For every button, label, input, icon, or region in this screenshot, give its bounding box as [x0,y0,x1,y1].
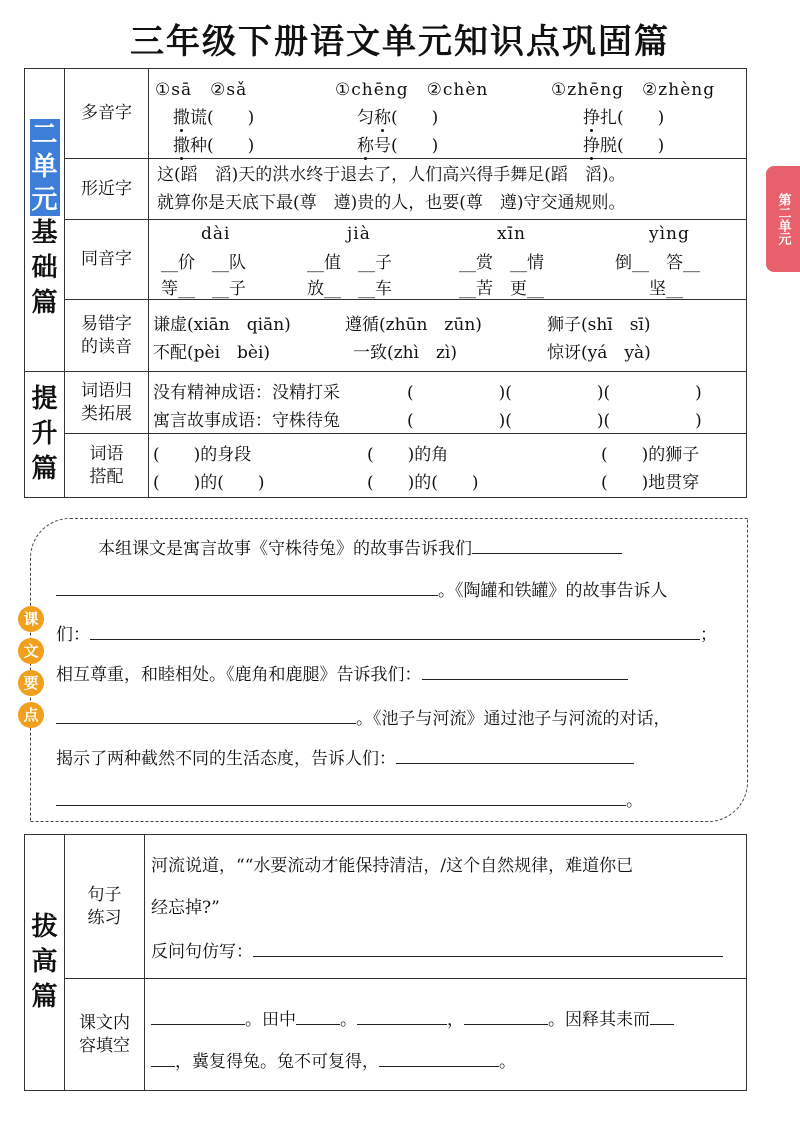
sentence-cell [145,835,747,979]
polyphonic-cell [149,69,747,159]
homophone-row2-1: 等__ __子 [161,279,246,299]
fill-blank-4[interactable] [464,1006,548,1025]
blank-6[interactable] [396,745,634,764]
misread-row2-2: 一致(zhì zì) [353,343,458,363]
misread-row1-2: 遵循(zhūn zūn) [345,315,482,335]
key-points-badges [18,606,46,734]
key-line-5: 。《池子与河流》通过池子与河流的对话， [56,704,671,729]
fill-blank-6[interactable] [151,1048,175,1067]
homophone-pinyin-3: xīn [497,224,526,244]
key-line-1: 本组课文是寓言故事《守株待兔》的故事告诉我们 [98,534,622,559]
polyphonic-g2-word1: 匀称( ) [357,108,439,128]
key-line-2: 。《陶罐和铁罐》的故事告诉人 [56,576,668,601]
similar-line-1: 这(蹈 滔)天的洪水终于退去了，人们高兴得手舞足(蹈 滔)。 [157,165,626,185]
polyphonic-g2-word2: 称号( ) [357,136,439,156]
sentence-line-2: 经忘掉?” [151,898,220,918]
polyphonic-label: 多音字 [65,69,149,159]
homophone-pinyin-4: yìng [649,224,690,244]
fill-cell [145,979,747,1091]
homophone-pinyin-1: dài [201,224,231,244]
fill-line-1: 。田中 。 ， 。因释其耒而 [151,1005,674,1030]
fill-blank-3[interactable] [357,1006,447,1025]
match-row2-1[interactable]: ( )的( ) [153,473,265,493]
key-line-6: 揭示了两种截然不同的生活态度，告诉人们： [56,744,634,769]
page-title: 三年级下册语文单元知识点巩固篇 [130,22,670,62]
homophone-label: 同音字 [65,220,149,300]
homophone-row2-2: 放__ __车 [307,279,392,299]
classify-line-2: 寓言故事成语：守株待兔 [153,411,340,431]
homophone-row2-4: 坚__ [649,279,683,299]
match-row2-2[interactable]: ( )的( ) [367,473,479,493]
key-line-4: 相互尊重，和睦相处。《鹿角和鹿腿》告诉我们： [56,660,628,685]
basic-label: 基 础 篇 [31,218,58,319]
fill-blank-2[interactable] [296,1006,340,1025]
key-line-7: 。 [56,786,643,811]
blank-2[interactable] [56,577,438,596]
match-row2-3[interactable]: ( )地贯穿 [601,473,700,493]
match-cell [149,434,747,498]
classify-blanks-1[interactable]: ( )( )( ) [407,383,702,403]
homophone-row1-1: __价 __队 [161,253,246,273]
sentence-line-1: 河流说道，““水要流动才能保持清洁，/这个自然规律，难道你已 [151,856,634,876]
polyphonic-g3-word2: 挣脱( ) [583,136,665,156]
badge-2: 文 [18,638,44,664]
knowledge-table [24,68,747,498]
basic-section-label [25,69,65,372]
match-row1-3[interactable]: ( )的狮子 [601,445,700,465]
homophone-row1-3: __赏 __情 [459,253,544,273]
sentence-label: 句子 练习 [65,835,145,979]
polyphonic-g3-pinyin: ①zhēng ②zhèng [551,80,716,100]
match-row1-1[interactable]: ( )的身段 [153,445,252,465]
misread-row2-1: 不配(pèi bèi) [153,343,271,363]
classify-line-1: 没有精神成语：没精打采 [153,383,340,403]
homophone-row1-2: __值 __子 [307,253,392,273]
misread-row1-1: 谦虚(xiān qiān) [153,315,291,335]
unit-label: 二 单 元 [31,119,58,215]
advanced-table [24,834,747,1091]
sentence-line-3: 反问句仿写： [151,937,723,962]
fill-blank-1[interactable] [151,1006,245,1025]
classify-label: 词语归 类拓展 [65,372,149,434]
blank-4[interactable] [422,661,628,680]
key-line-3: 们： ； [56,620,717,645]
homophone-pinyin-2: jià [347,224,371,244]
match-row1-2[interactable]: ( )的角 [367,445,449,465]
polyphonic-g1-pinyin: ①sā ②sǎ [155,80,248,100]
homophone-row2-3: __苦 更__ [459,279,544,299]
advanced-section-label: 拔 高 篇 [25,835,65,1091]
misread-row1-3: 狮子(shī sī) [547,315,651,335]
match-label: 词语 搭配 [65,434,149,498]
rhetorical-answer-blank[interactable] [253,938,723,957]
fill-blank-7[interactable] [379,1048,499,1067]
fill-blank-5[interactable] [650,1006,674,1025]
similar-line-2: 就算你是天底下最(尊 遵)贵的人，也要(尊 遵)守交通规则。 [157,193,626,213]
misread-label: 易错字 的读音 [65,300,149,372]
improve-section-label: 提 升 篇 [25,372,65,498]
polyphonic-g1-word2: 撒种( ) [173,136,255,156]
homophone-cell [149,220,747,300]
misread-cell [149,300,747,372]
similar-label: 形近字 [65,159,149,220]
homophone-row1-4: 倒__ 答__ [615,253,700,273]
blank-3[interactable] [90,621,700,640]
fill-line-2: ，冀复得兔。兔不可复得， 。 [151,1047,516,1072]
blank-7[interactable] [56,787,626,806]
badge-4: 点 [18,702,44,728]
badge-1: 课 [18,606,44,632]
misread-row2-3: 惊讶(yá yà) [547,343,651,363]
similar-cell [149,159,747,220]
badge-3: 要 [18,670,44,696]
polyphonic-g1-word1: 撒谎( ) [173,108,255,128]
classify-cell [149,372,747,434]
unit-side-tab: 第二单元 [766,166,800,272]
blank-5[interactable] [56,705,356,724]
fill-label: 课文内 容填空 [65,979,145,1091]
blank-1[interactable] [472,535,622,554]
polyphonic-g2-pinyin: ①chēng ②chèn [335,80,489,100]
polyphonic-g3-word1: 挣扎( ) [583,108,665,128]
classify-blanks-2[interactable]: ( )( )( ) [407,411,702,431]
